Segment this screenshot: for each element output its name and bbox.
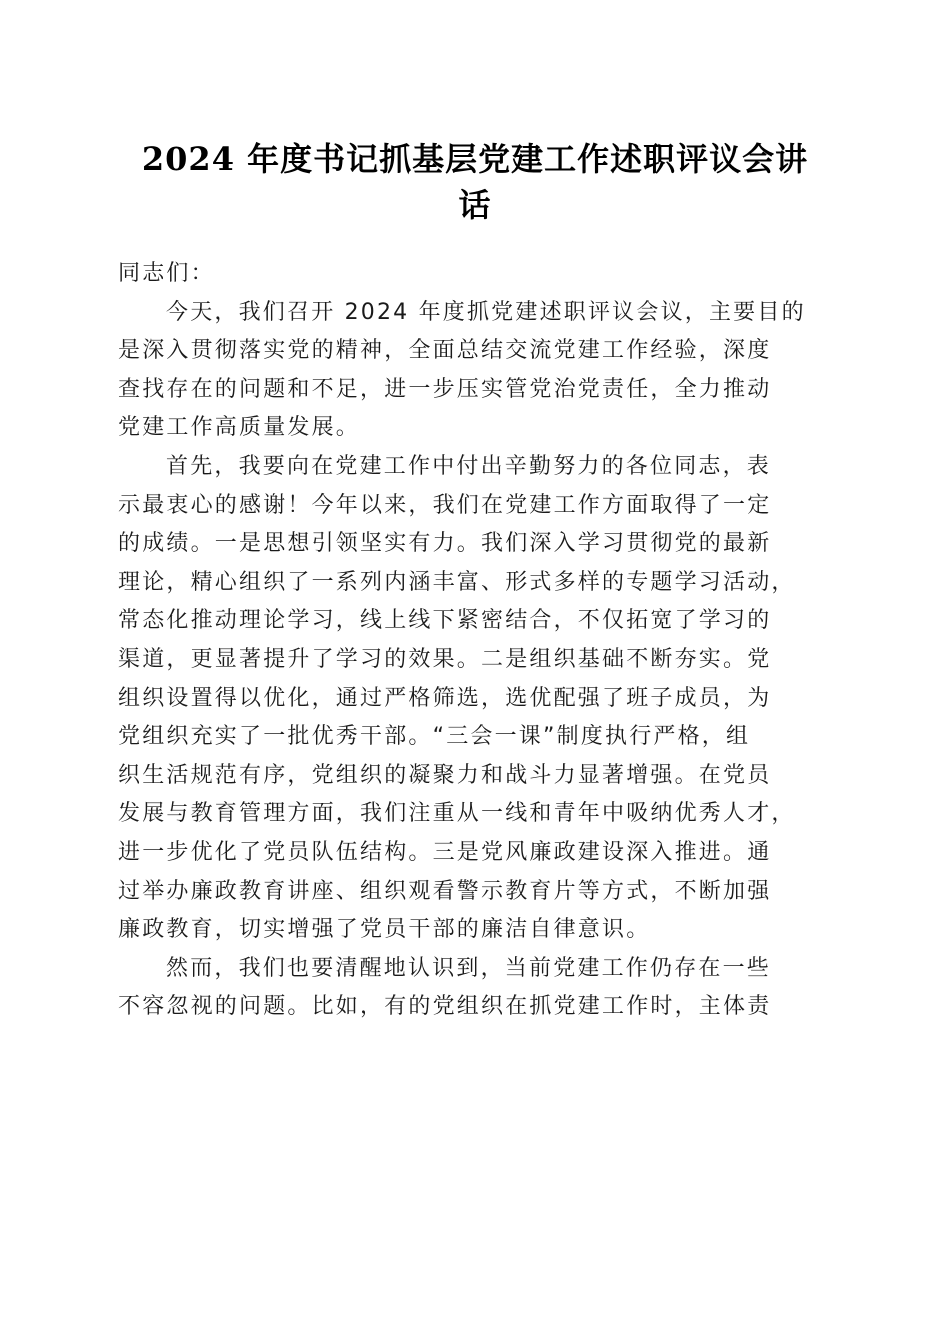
paragraph-line: 织生活规范有序，党组织的凝聚力和战斗力显著增强。在党员 xyxy=(118,762,772,788)
paragraph-line: 然而，我们也要清醒地认识到，当前党建工作仍存在一些 xyxy=(166,955,772,981)
salutation: 同志们： xyxy=(118,261,215,286)
paragraph-3 xyxy=(118,950,832,1027)
paragraph-line: 不容忽视的问题。比如，有的党组织在抓党建工作时，主体责 xyxy=(118,994,772,1020)
paragraph-line: 示最衷心的感谢！今年以来，我们在党建工作方面取得了一定 xyxy=(118,492,772,518)
paragraph-line: 渠道，更显著提升了学习的效果。二是组织基础不断夯实。党 xyxy=(118,646,772,672)
paragraph-line: 的成绩。一是思想引领坚实有力。我们深入学习贯彻党的最新 xyxy=(118,531,772,557)
title-line-2: 话 xyxy=(458,186,492,224)
paragraph-line: 今天，我们召开 2024 年度抓党建述职评议会议，主要目的 xyxy=(166,299,806,325)
paragraph-line: 查找存在的问题和不足，进一步压实管党治党责任，全力推动 xyxy=(118,376,772,402)
paragraph-line: 首先，我要向在党建工作中付出辛勤努力的各位同志，表 xyxy=(166,453,772,479)
paragraph-line: 进一步优化了党员队伍结构。三是党风廉政建设深入推进。通 xyxy=(118,839,772,865)
document-title xyxy=(118,136,832,228)
paragraph-line: 过举办廉政教育讲座、组织观看警示教育片等方式，不断加强 xyxy=(118,878,772,904)
paragraph-line: 组织设置得以优化，通过严格筛选，选优配强了班子成员，为 xyxy=(118,685,772,711)
paragraph-line: 是深入贯彻落实党的精神，全面总结交流党建工作经验，深度 xyxy=(118,338,772,364)
paragraph-line: 党组织充实了一批优秀干部。“三会一课”制度执行严格，组 xyxy=(118,724,751,750)
document-body xyxy=(118,255,832,1027)
paragraph-1 xyxy=(118,294,832,448)
paragraph-line: 发展与教育管理方面，我们注重从一线和青年中吸纳优秀人才， xyxy=(118,801,796,827)
title-line-1: 2024 年度书记抓基层党建工作述职评议会讲 xyxy=(141,140,809,178)
paragraph-line: 党建工作高质量发展。 xyxy=(118,415,361,441)
paragraph-2 xyxy=(118,448,832,950)
paragraph-line: 理论，精心组织了一系列内涵丰富、形式多样的专题学习活动， xyxy=(118,569,796,595)
paragraph-line: 常态化推动理论学习，线上线下紧密结合，不仅拓宽了学习的 xyxy=(118,608,772,634)
paragraph-line: 廉政教育，切实增强了党员干部的廉洁自律意识。 xyxy=(118,917,651,943)
